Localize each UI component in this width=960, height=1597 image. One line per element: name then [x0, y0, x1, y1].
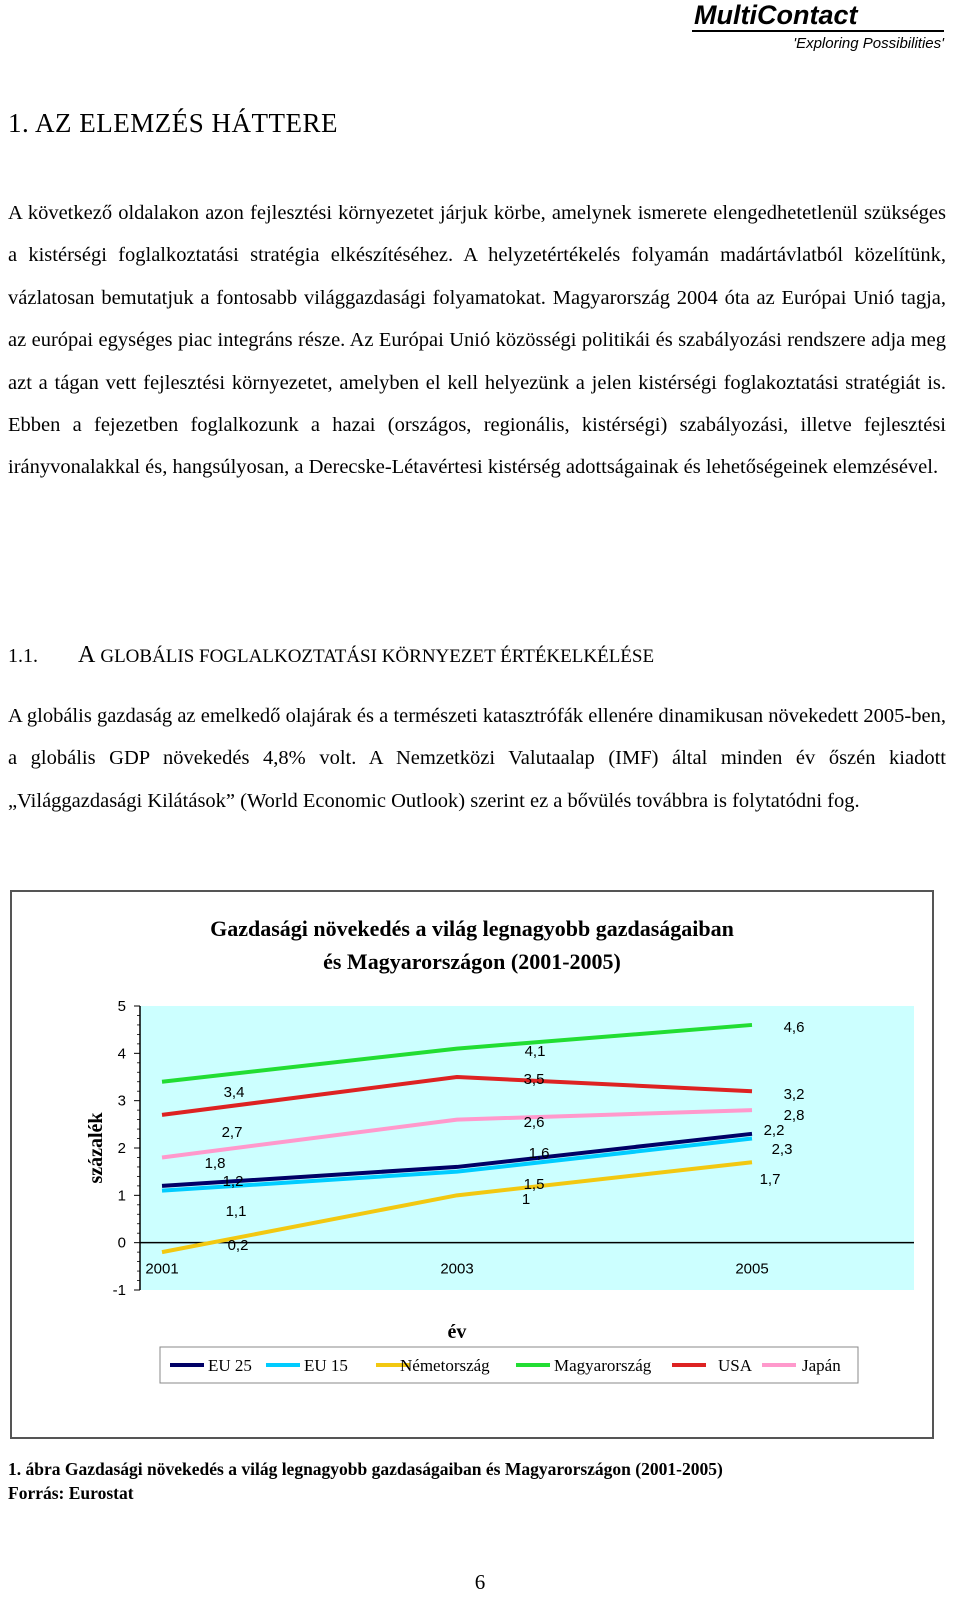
y-tick-label: 1	[117, 1187, 126, 1205]
paragraph-global: A globális gazdaság az emelkedő olajárak és a természeti katasztrófák ellenére dinamikusan növekedett 2005-ben, a globális GDP növekedés 4,8% volt. A Nemzetközi Valutaalap (IMF) által minden év őszén kiadott „Világgazdasági Kilátások” (World Economic Outlook) szerint ez a bővülés továbbra is folytatódni fog.	[8, 705, 946, 812]
data-label: 1	[521, 1191, 531, 1208]
data-label: 2,8	[783, 1107, 805, 1124]
y-axis-title: százalék	[85, 1112, 107, 1184]
data-label: 2,3	[771, 1141, 793, 1158]
subsection-number: 1.1.	[8, 645, 38, 667]
legend-label: Németország	[400, 1356, 490, 1375]
legend-box	[160, 1347, 858, 1383]
y-tick-label: 5	[117, 998, 126, 1015]
data-label: 3,2	[783, 1086, 805, 1103]
data-label: 1,8	[204, 1155, 226, 1172]
subsection-first-letter: A	[78, 642, 96, 668]
data-label: 1,6	[528, 1145, 550, 1162]
brand-name: MultiContact	[692, 0, 944, 32]
data-label: 2,7	[221, 1124, 243, 1141]
page-number: 6	[474, 1570, 486, 1594]
data-label: 0,2	[227, 1237, 249, 1254]
y-tick-label: -1	[112, 1282, 126, 1299]
data-label: 1,5	[523, 1176, 545, 1193]
data-label: 3,4	[223, 1084, 245, 1101]
data-label: 2,6	[523, 1114, 545, 1131]
y-tick-label: 4	[117, 1045, 126, 1063]
legend-label: Magyarország	[554, 1356, 652, 1375]
data-label: 4,6	[783, 1019, 805, 1036]
legend-label: EU 15	[304, 1356, 348, 1375]
y-tick-label: 2	[117, 1140, 126, 1157]
figure-caption-title: 1. ábra Gazdasági növekedés a világ legnagyobb gazdaságaiban és Magyarországon (2001-2005)	[8, 1459, 723, 1479]
x-axis-title: év	[447, 1321, 467, 1343]
x-tick-label: 2001	[145, 1260, 179, 1278]
legend-label: Japán	[802, 1356, 841, 1375]
section-title: 1. AZ ELEMZÉS HÁTTERE	[8, 108, 338, 138]
y-tick-label: 3	[117, 1092, 126, 1110]
chart-title-line1: Gazdasági növekedés a világ legnagyobb gazdaságaiban	[210, 916, 734, 941]
subsection-rest: GLOBÁLIS FOGLALKOZTATÁSI KÖRNYEZET ÉRTÉKELKÉLÉSE	[100, 646, 655, 667]
header-logo	[692, 0, 944, 53]
brand-tagline: 'Exploring Possibilities'	[793, 35, 944, 52]
line-chart	[12, 892, 932, 1437]
chart-title-line2: és Magyarországon (2001-2005)	[323, 949, 621, 974]
data-label: 3,5	[523, 1071, 545, 1088]
paragraph-intro: A következő oldalakon azon fejlesztési környezetet járjuk körbe, amelynek ismerete elengedhetetlenül szükséges a kistérségi foglalkoztatási stratégia elkészítéséhez. A helyzetértékelés folyamán madártávlatból közelítünk, vázlatosan bemutatjuk a fontosabb világgazdasági folyamatokat. Magyarország 2004 óta az Európai Unió tagja, az európai egységes piac integráns része. Az Európai Unió közösségi politikái és szabályozási rendszere adja meg azt a tágan vett fejlesztési környezetet, amelyben el kell helyezünk a jelen kistérségi foglakoztatási stratégiát is. Ebben a fejezetben foglalkozunk a hazai (országos, regionális, kistérségi) szabályozási, illetve fejlesztési irányvonalakkal és, hangsúlyosan, a Derecske-Létavértesi kistérség adottságainak és lehetőségeinek elemzésével.	[8, 202, 946, 479]
data-label: 2,2	[763, 1122, 785, 1139]
x-tick-label: 2003	[440, 1260, 474, 1278]
x-tick-label: 2005	[735, 1260, 769, 1278]
legend-label: EU 25	[208, 1356, 252, 1375]
legend-label: USA	[718, 1356, 753, 1375]
y-tick-label: 0	[117, 1234, 126, 1252]
data-label: 1,7	[759, 1171, 781, 1188]
figure-caption-source: Forrás: Eurostat	[8, 1483, 134, 1503]
data-label: 1,1	[225, 1203, 247, 1220]
figure-caption	[8, 1457, 723, 1505]
subsection-title	[8, 642, 654, 669]
chart-frame	[10, 890, 934, 1439]
data-label: 4,1	[524, 1043, 546, 1060]
data-label: 1,2	[222, 1173, 244, 1190]
